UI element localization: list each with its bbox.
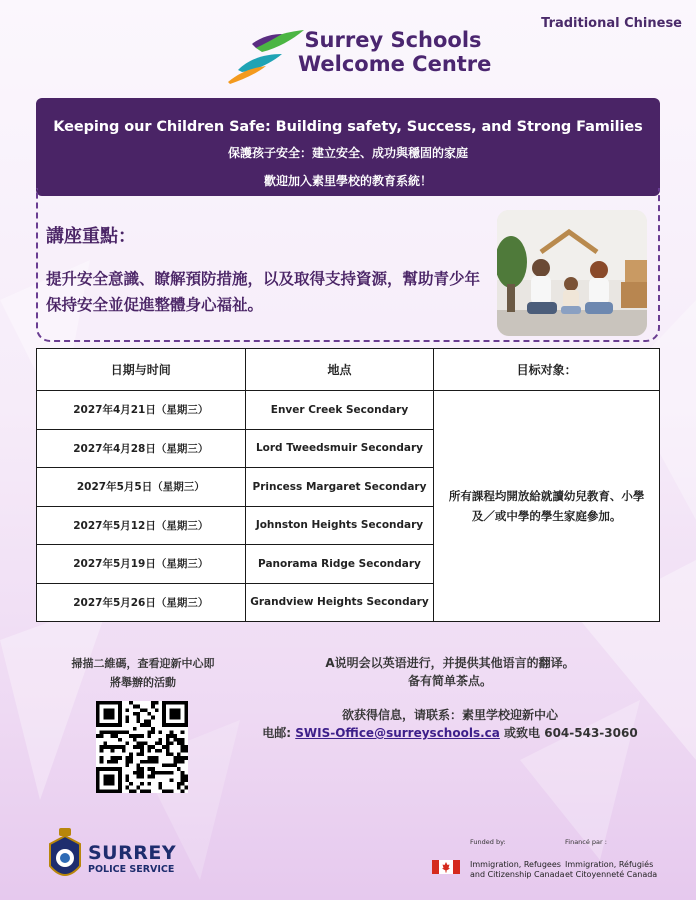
family-photo xyxy=(497,210,647,336)
row-location: Lord Tweedsmuir Secondary xyxy=(245,429,434,468)
schedule-table xyxy=(36,348,660,622)
welcome-centre-logo xyxy=(226,26,492,86)
ircc-en-line-2: and Citizenship Canada xyxy=(470,870,565,879)
row-date: 2027年5月19日（星期三） xyxy=(37,545,246,584)
banner-subtitle: 保護孩子安全：建立安全、成功與穩固的家庭 xyxy=(227,146,468,160)
row-date: 2027年5月5日（星期三） xyxy=(37,468,246,507)
row-date: 2027年5月26日（星期三） xyxy=(37,583,246,622)
row-location: Princess Margaret Secondary xyxy=(245,468,434,507)
ircc-fr-line-2: et Citoyenneté Canada xyxy=(565,870,658,879)
banner-title: Keeping our Children Safe: Building safety, Success, and Strong Families xyxy=(53,119,643,135)
logo-line-1: Surrey Schools xyxy=(304,28,482,52)
qr-caption xyxy=(58,654,228,692)
table-row xyxy=(37,391,660,430)
row-date: 2027年5月12日（星期三） xyxy=(37,506,246,545)
email-phone-line xyxy=(260,724,640,742)
banner-welcome: 歡迎加入素里學校的教育系統！ xyxy=(263,174,432,188)
language-tag: Traditional Chinese xyxy=(541,16,682,31)
row-location: Enver Creek Secondary xyxy=(245,391,434,430)
qr-caption-line-2: 將舉辦的活動 xyxy=(110,676,176,689)
funded-by-fr: Financé par : xyxy=(565,838,607,846)
ircc-en-line-1: Immigration, Refugees xyxy=(470,860,561,869)
header-audience: 目标对象： xyxy=(434,349,660,391)
row-date: 2027年4月21日（星期三） xyxy=(37,391,246,430)
phone-text: 或致电 604-543-3060 xyxy=(499,726,638,740)
canada-flag-icon xyxy=(432,860,460,874)
qr-code[interactable] xyxy=(96,701,188,793)
police-name: SURREY xyxy=(88,842,177,864)
ircc-fr-line-1: Immigration, Réfugiés xyxy=(565,860,654,869)
ircc-french xyxy=(565,860,657,880)
police-badge-icon xyxy=(46,828,84,886)
audience-cell: 所有課程均開放給就讀幼兒教育、小學及／或中學的學生家庭參加。 xyxy=(434,391,660,622)
language-note: A说明会以英语进行，并提供其他语言的翻译。 xyxy=(325,656,575,670)
title-banner xyxy=(36,98,660,196)
welcome-centre-logo-mark xyxy=(226,26,306,86)
row-location: Johnston Heights Secondary xyxy=(245,506,434,545)
header-location: 地点 xyxy=(245,349,434,391)
refreshments-note: 备有简单茶点。 xyxy=(407,674,492,688)
row-location: Panorama Ridge Secondary xyxy=(245,545,434,584)
row-date: 2027年4月28日（星期三） xyxy=(37,429,246,468)
highlights-heading: 講座重點： xyxy=(46,226,136,247)
event-info xyxy=(260,654,640,742)
row-location: Grandview Heights Secondary xyxy=(245,583,434,622)
logo-line-2: Welcome Centre xyxy=(298,52,492,76)
highlights-body: 提升安全意識、瞭解預防措施，以及取得支持資源，幫助青少年保持安全並促進整體身心福祉。 xyxy=(46,270,481,314)
ircc-english xyxy=(470,860,564,880)
police-subtitle: POLICE SERVICE xyxy=(88,864,175,875)
email-link[interactable]: SWIS-Office@surreyschools.ca xyxy=(295,726,500,740)
qr-caption-line-1: 掃描二維碼，查看迎新中心即 xyxy=(71,657,215,670)
header-date: 日期与时间 xyxy=(37,349,246,391)
contact-line: 欲获得信息，请联系：素里学校迎新中心 xyxy=(341,708,558,722)
funded-by-en: Funded by: xyxy=(470,838,506,846)
surrey-police-logo xyxy=(46,828,196,886)
email-prefix: 电邮: xyxy=(262,726,296,740)
